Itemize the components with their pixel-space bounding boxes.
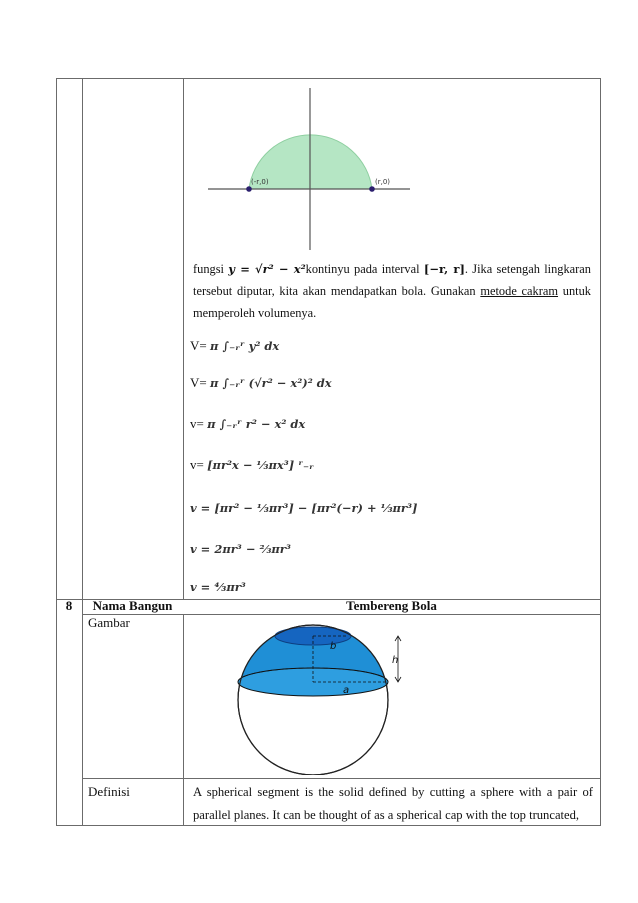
equation-1: V= π ∫₋ᵣʳ y² dx [190, 338, 280, 353]
equation-2: V= π ∫₋ᵣʳ (√r² − x²)² dx [190, 375, 332, 390]
equation-3: v= π ∫₋ᵣʳ r² − x² dx [190, 416, 306, 431]
col-label-divider-upper [183, 78, 184, 599]
equation-6: v = 2πr³ − ⅔πr³ [190, 542, 291, 556]
row8-title: Tembereng Bola [346, 598, 437, 613]
equation-7: v = ⁴⁄₃πr³ [190, 580, 246, 594]
col-right-border [600, 78, 601, 825]
col-number-divider [82, 78, 83, 825]
right-point-label: (r,0) [375, 178, 391, 186]
equation-5: v = [πr² − ⅓πr³] − [πr²(−r) + ⅓πr³] [190, 501, 418, 515]
row8-label: Nama Bangun [92, 598, 173, 613]
gambar-label: Gambar [88, 615, 130, 630]
col-left-border [56, 78, 57, 825]
semicircle-graph [200, 86, 415, 252]
function-formula: y = √r² − x² [228, 262, 306, 276]
semicircle-paragraph: fungsi y = √r² − x²kontinyu pada interval [−r, r]. Jika setengah lingkaran tersebut diputar, kita akan mendapatkan bola. Gunakan metode cakram untuk memperoleh volumenya. [193, 262, 592, 320]
definisi-text: A spherical segment is the solid defined by cutting a sphere with a pair of parallel planes. It can be thought of as a spherical cap with the top truncated, [193, 785, 593, 822]
label-b: b [330, 641, 337, 652]
label-h: h [392, 655, 399, 666]
interval-formula: [−r, r] [423, 262, 465, 276]
label-a: a [343, 685, 350, 696]
left-point [246, 186, 252, 192]
definisi-row-top-border [82, 778, 601, 779]
left-point-label: (-r,0) [251, 178, 269, 186]
table-top-border [56, 78, 601, 79]
right-point [369, 186, 375, 192]
definisi-label: Definisi [88, 784, 130, 799]
equation-4: v= [πr²x − ⅓πx³] ʳ₋ᵣ [190, 457, 314, 472]
row8-number: 8 [65, 598, 73, 613]
col-label-divider-lower [183, 614, 184, 825]
metode-cakram-link[interactable]: metode cakram [480, 284, 559, 298]
spherical-segment-figure [228, 620, 413, 775]
